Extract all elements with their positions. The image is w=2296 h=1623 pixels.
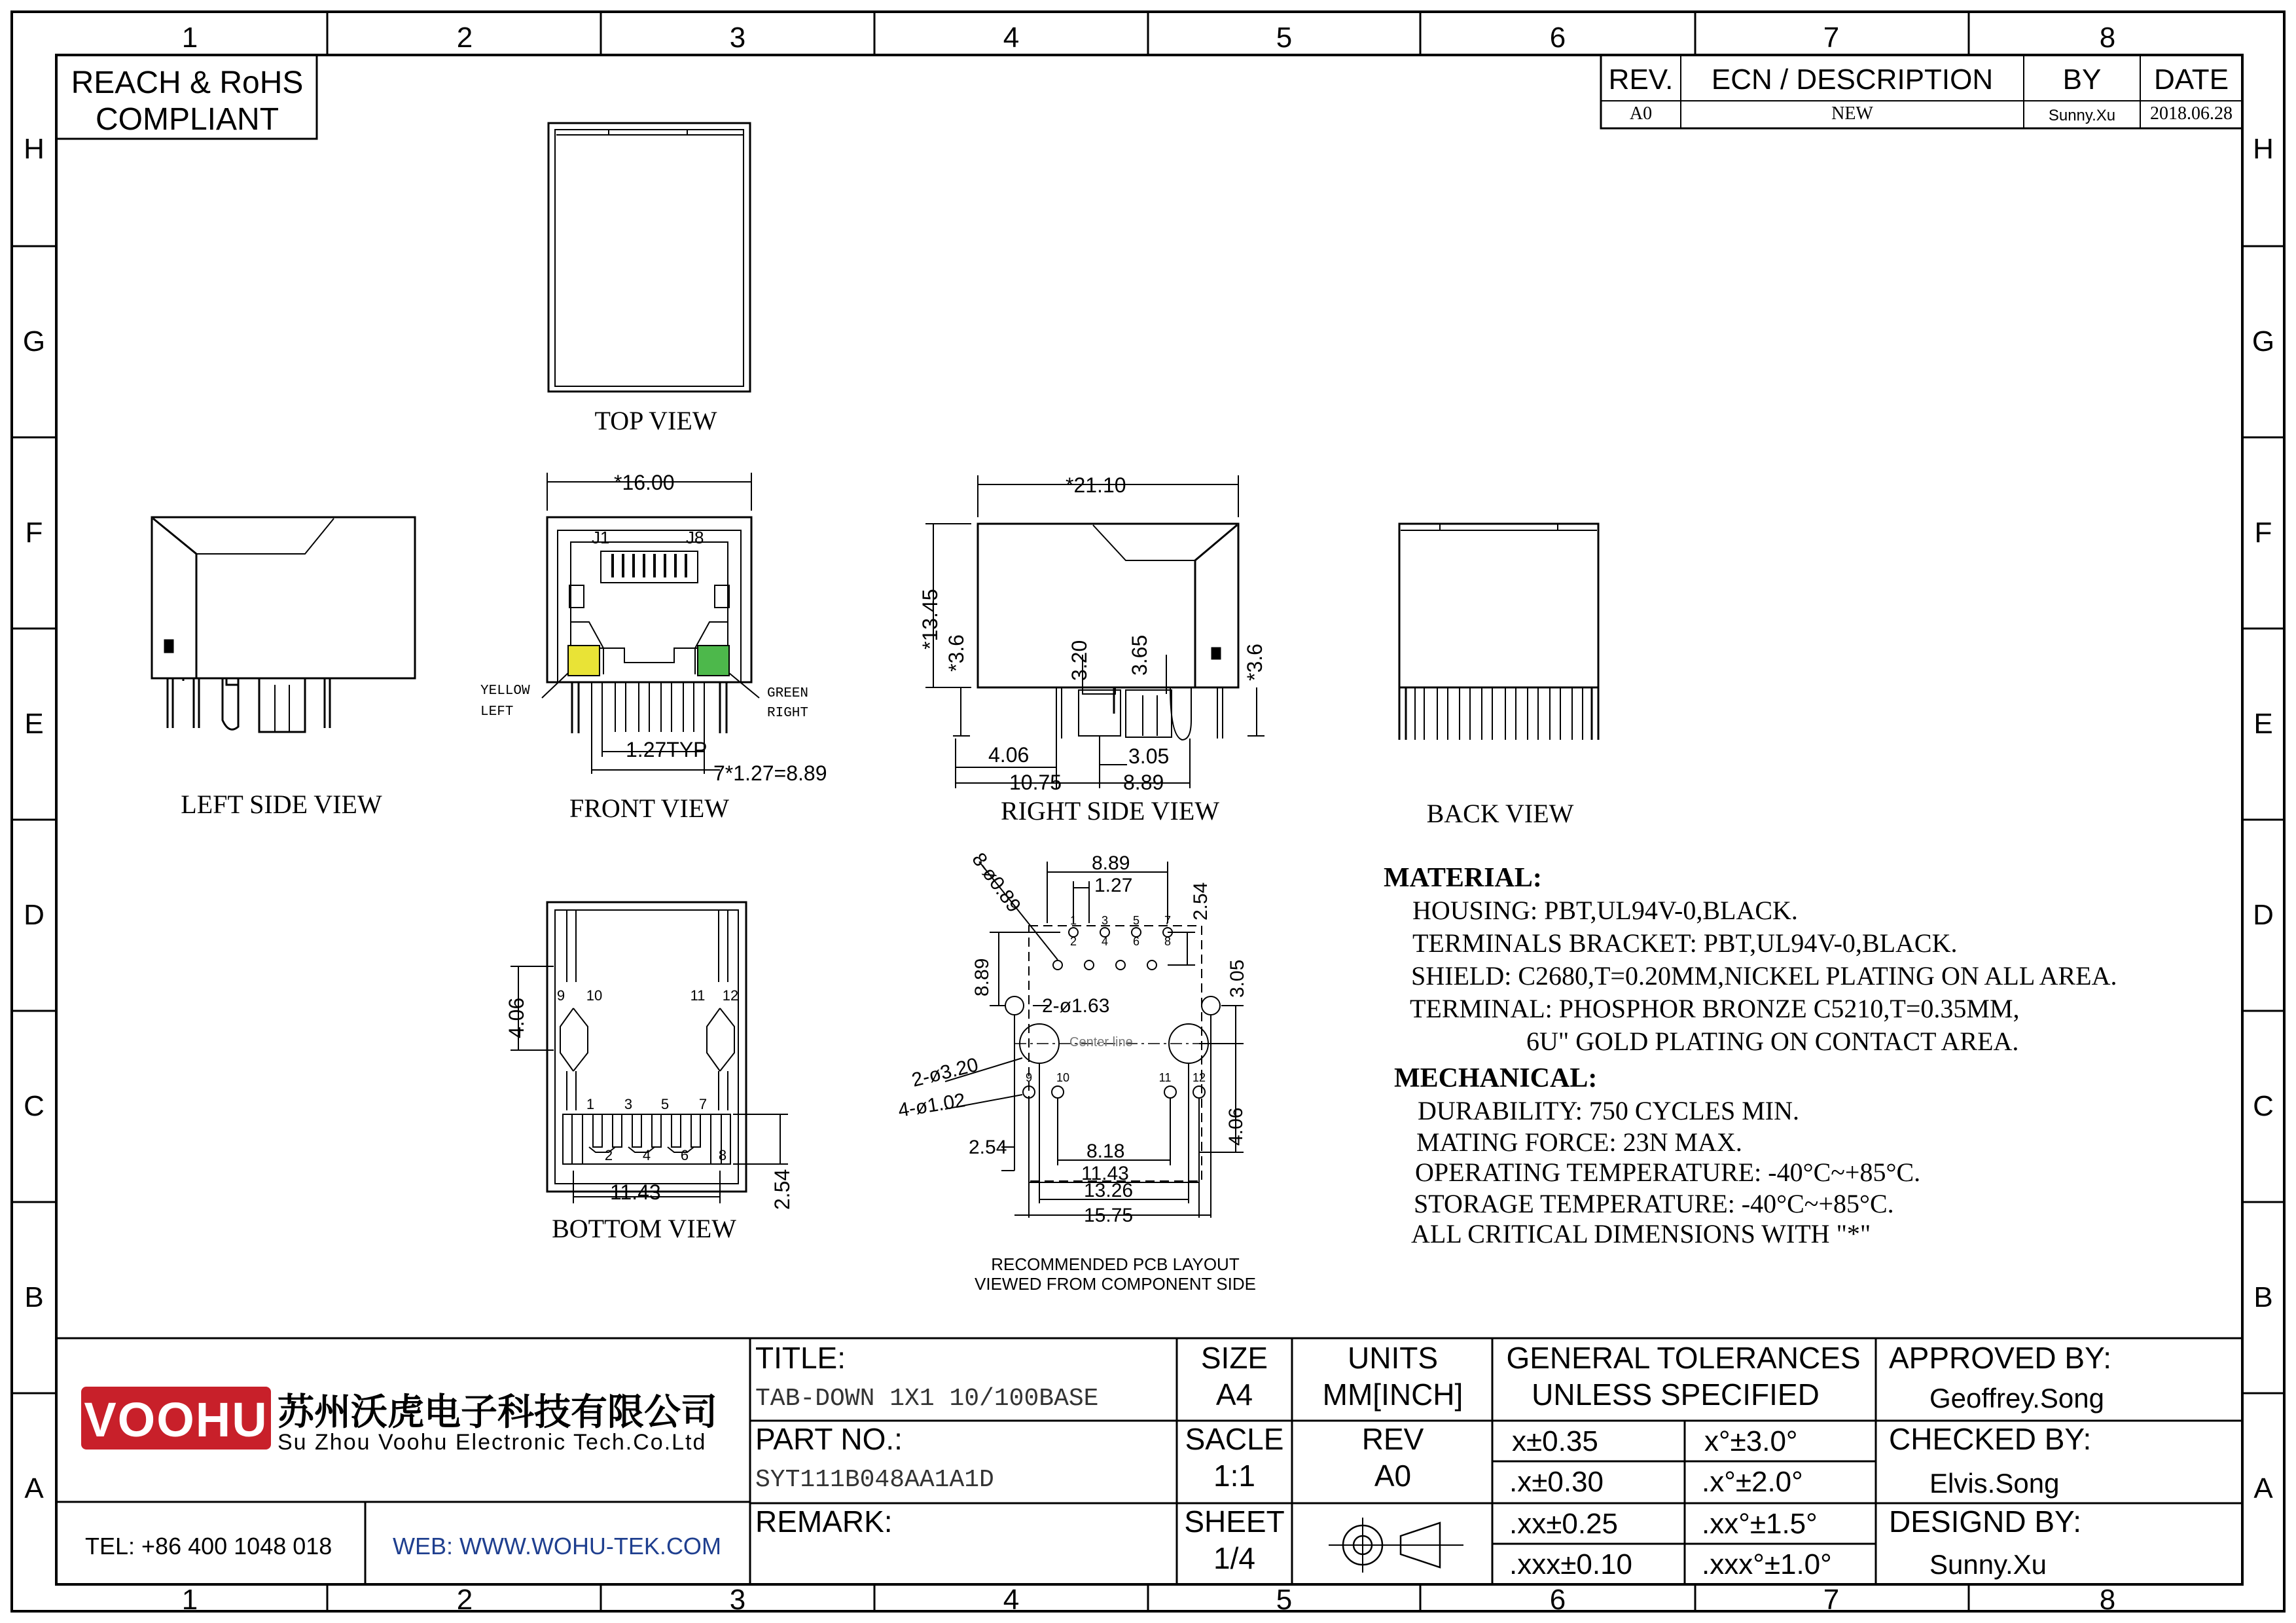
bv-pin-label: 1 [586, 1096, 595, 1112]
pcb-pin-label: 2 [1069, 935, 1077, 948]
sheet-value: 1/4 [1213, 1541, 1255, 1575]
col-label-top: 5 [1276, 22, 1293, 54]
material-line: TERMINALS BRACKET: PBT,UL94V-0,BLACK. [1412, 928, 1958, 958]
part-label: PART NO.: [755, 1422, 903, 1456]
rs-305-dim: 3.05 [1128, 744, 1170, 768]
col-label-top: 6 [1549, 22, 1566, 54]
rs-left-dim: *3.6 [944, 634, 968, 672]
row-label-right: D [2253, 899, 2274, 931]
size-value: A4 [1215, 1377, 1253, 1412]
mechanical-heading: MECHANICAL: [1394, 1063, 1598, 1093]
col-label-top: 3 [729, 22, 746, 54]
col-label-bottom: 6 [1549, 1584, 1566, 1616]
row-label-left: B [24, 1281, 44, 1313]
rs-1075-dim: 10.75 [1009, 771, 1062, 794]
part-value: SYT111B048AA1A1D [755, 1466, 994, 1494]
bv-254-dim: 2.54 [770, 1169, 794, 1210]
col-label-bottom: 4 [1003, 1584, 1020, 1616]
company-name-en: Su Zhou Voohu Electronic Tech.Co.Ltd [278, 1430, 707, 1455]
approved-label: APPROVED BY: [1889, 1341, 2112, 1375]
date-value: 2018.06.28 [2150, 103, 2233, 124]
bv-pin-label: 5 [660, 1096, 670, 1112]
sheet-label: SHEET [1184, 1504, 1285, 1539]
pcb-centerline-label: Center line [1069, 1035, 1133, 1049]
pitch-total-dim: 7*1.27=8.89 [713, 761, 827, 785]
scale-label: SACLE [1185, 1422, 1284, 1456]
pin-label-j1: J1 [592, 528, 610, 547]
rev-label: REV [1361, 1422, 1424, 1456]
pcb-406-dim: 4.06 [1225, 1107, 1247, 1146]
row-label-right: B [2253, 1281, 2273, 1313]
material-line: TERMINAL: PHOSPHOR BRONZE C5210,T=0.35MM, [1410, 994, 2020, 1023]
row-label-right: F [2254, 517, 2272, 549]
top-view-label: TOP VIEW [594, 406, 717, 435]
tolerance-angular: .xx°±1.5° [1702, 1508, 1818, 1540]
rs-width-dim: *21.10 [1066, 473, 1126, 497]
row-label-right: A [2253, 1472, 2273, 1504]
bottom-view-label: BOTTOM VIEW [552, 1214, 736, 1243]
pcb-pin-label: 9 [1025, 1071, 1033, 1084]
ecn-header: ECN / DESCRIPTION [1711, 64, 1994, 96]
pcb-caption: VIEWED FROM COMPONENT SIDE [975, 1274, 1256, 1294]
row-label-right: G [2251, 325, 2275, 357]
company-logo [81, 1387, 271, 1450]
company-name-cn: 苏州沃虎电子科技有限公司 [278, 1391, 717, 1432]
rs-365-dim: 3.65 [1128, 634, 1151, 676]
rs-height-dim: *13.45 [918, 589, 942, 649]
row-label-left: H [24, 133, 45, 165]
led-yellow-label: LEFT [480, 704, 514, 720]
pcb-889-left-dim: 8.89 [971, 958, 993, 996]
row-label-left: F [25, 517, 43, 549]
tolerance-heading: GENERAL TOLERANCES [1506, 1341, 1861, 1375]
bv-pin-label: 7 [698, 1096, 708, 1112]
rs-889-dim: 8.89 [1123, 771, 1164, 794]
rev-value: A0 [1629, 103, 1653, 124]
col-label-top: 8 [2099, 22, 2116, 54]
col-label-top: 4 [1003, 22, 1020, 54]
mechanical-line: DURABILITY: 750 CYCLES MIN. [1418, 1096, 1799, 1125]
pcb-4x102-dim: 4-ø1.02 [896, 1089, 967, 1122]
col-label-top: 2 [456, 22, 473, 54]
col-label-bottom: 3 [729, 1584, 746, 1616]
pcb-889-top-dim: 8.89 [1092, 852, 1130, 874]
row-label-left: C [24, 1090, 45, 1122]
bv-pin-label: 10 [586, 987, 603, 1004]
pcb-pin-label: 11 [1158, 1071, 1172, 1084]
row-label-left: A [24, 1472, 44, 1504]
pcb-caption: RECOMMENDED PCB LAYOUT [991, 1254, 1240, 1274]
row-label-left: E [24, 708, 44, 740]
mechanical-line: STORAGE TEMPERATURE: -40°C~+85°C. [1414, 1189, 1894, 1218]
company-web[interactable]: WEB: WWW.WOHU-TEK.COM [393, 1533, 721, 1559]
col-label-bottom: 5 [1276, 1584, 1293, 1616]
rev-header: REV. [1608, 64, 1674, 96]
rs-406-dim: 4.06 [988, 743, 1030, 767]
led-green-label: RIGHT [767, 706, 809, 721]
bv-1143-dim: 11.43 [610, 1180, 661, 1204]
pitch-dim: 1.27TYP [626, 738, 708, 761]
rs-right-dim: *3.6 [1243, 644, 1266, 681]
material-line: SHIELD: C2680,T=0.20MM,NICKEL PLATING ON ALL AREA. [1411, 961, 2117, 991]
bv-pin-label: 9 [556, 987, 565, 1004]
right-side-view-label: RIGHT SIDE VIEW [1000, 796, 1220, 826]
designed-value: Sunny.Xu [1929, 1549, 2047, 1580]
ecn-value: NEW [1831, 103, 1873, 124]
led-yellow-label: YELLOW [480, 684, 530, 699]
col-label-top: 7 [1823, 22, 1840, 54]
pcb-127-dim: 1.27 [1094, 875, 1133, 896]
title-label: TITLE: [755, 1341, 846, 1375]
pcb-1143-dim: 11.43 [1081, 1163, 1129, 1184]
rs-320-dim: 3.20 [1067, 640, 1091, 681]
row-label-left: G [22, 325, 46, 357]
row-label-right: H [2253, 133, 2274, 165]
pcb-1575-dim: 15.75 [1084, 1205, 1134, 1226]
units-value: MM[INCH] [1322, 1377, 1463, 1412]
checked-value: Elvis.Song [1929, 1468, 2060, 1499]
pcb-305-dim: 3.05 [1227, 959, 1248, 998]
tolerance-linear: .xxx±0.10 [1509, 1548, 1633, 1580]
by-value: Sunny.Xu [2048, 107, 2116, 124]
bv-pin-label: 3 [624, 1096, 633, 1112]
bv-pin-label: 12 [722, 987, 739, 1004]
bv-406-dim: 4.06 [505, 997, 528, 1038]
pcb-254-bot-dim: 2.54 [969, 1137, 1007, 1158]
by-header: BY [2062, 64, 2102, 96]
row-label-right: C [2253, 1090, 2274, 1122]
date-header: DATE [2153, 64, 2229, 96]
pcb-pin-label: 7 [1164, 914, 1172, 927]
bv-pin-label: 8 [718, 1147, 727, 1163]
tolerance-angular: .x°±2.0° [1702, 1466, 1803, 1498]
title-value: TAB-DOWN 1X1 10/100BASE [755, 1385, 1099, 1413]
logo-text: VOOHU [84, 1393, 268, 1447]
units-label: UNITS [1348, 1341, 1438, 1375]
compliance-line1: REACH & RoHS [71, 65, 304, 100]
col-label-bottom: 2 [456, 1584, 473, 1616]
pcb-pin-label: 12 [1192, 1071, 1206, 1084]
col-label-top: 1 [181, 22, 198, 54]
size-label: SIZE [1200, 1341, 1268, 1375]
mechanical-line: MATING FORCE: 23N MAX. [1416, 1127, 1742, 1157]
bv-pin-label: 4 [642, 1147, 651, 1163]
pcb-818-dim: 8.18 [1086, 1140, 1125, 1162]
pcb-pin-label: 3 [1101, 914, 1109, 927]
designed-label: DESIGND BY: [1889, 1504, 2081, 1539]
row-label-right: E [2253, 708, 2273, 740]
tolerance-angular: x°±3.0° [1704, 1425, 1798, 1457]
left-side-view-label: LEFT SIDE VIEW [181, 790, 382, 819]
pcb-pin-label: 4 [1101, 935, 1109, 948]
pcb-pin-label: 6 [1132, 935, 1140, 948]
back-view-label: BACK VIEW [1426, 799, 1574, 828]
material-line: 6U" GOLD PLATING ON CONTACT AREA. [1526, 1027, 2019, 1056]
pcb-pin-label: 5 [1132, 914, 1140, 927]
front-width-dim: *16.00 [614, 471, 675, 494]
mechanical-line: ALL CRITICAL DIMENSIONS WITH "*" [1411, 1219, 1871, 1249]
pcb-2x163-dim: 2-ø1.63 [1042, 995, 1110, 1017]
pin-label-j8: J8 [686, 528, 704, 547]
pcb-pin-label: 10 [1056, 1071, 1070, 1084]
remark-label: REMARK: [755, 1504, 893, 1539]
led-green-label: GREEN [767, 686, 809, 701]
col-label-bottom: 7 [1823, 1584, 1840, 1616]
tolerance-angular: .xxx°±1.0° [1702, 1548, 1832, 1580]
company-tel: TEL: +86 400 1048 018 [85, 1533, 332, 1559]
col-label-bottom: 8 [2099, 1584, 2116, 1616]
rev-value: A0 [1374, 1459, 1412, 1493]
pcb-2x320-dim: 2-ø3.20 [909, 1053, 981, 1091]
bv-pin-label: 11 [690, 987, 706, 1004]
tolerance-linear: .xx±0.25 [1509, 1508, 1619, 1540]
material-heading: MATERIAL: [1384, 863, 1542, 893]
compliance-line2: COMPLIANT [95, 102, 279, 137]
pcb-8holes-dim: 8-ø0.89 [967, 848, 1025, 917]
pcb-1326-dim: 13.26 [1084, 1180, 1134, 1201]
compliance-box [56, 55, 317, 139]
front-view-label: FRONT VIEW [569, 793, 730, 823]
approved-value: Geoffrey.Song [1929, 1383, 2104, 1413]
bv-pin-label: 2 [604, 1147, 613, 1163]
col-label-bottom: 1 [181, 1584, 198, 1616]
bv-pin-label: 6 [680, 1147, 689, 1163]
checked-label: CHECKED BY: [1889, 1422, 2092, 1456]
pcb-pin-label: 8 [1164, 935, 1172, 948]
row-label-left: D [24, 899, 45, 931]
mechanical-line: OPERATING TEMPERATURE: -40°C~+85°C. [1415, 1158, 1921, 1187]
tolerance-linear: .x±0.30 [1509, 1466, 1604, 1498]
pcb-pin-label: 1 [1069, 914, 1077, 927]
material-line: HOUSING: PBT,UL94V-0,BLACK. [1412, 896, 1798, 925]
scale-value: 1:1 [1213, 1459, 1255, 1493]
tolerance-linear: x±0.35 [1512, 1425, 1598, 1457]
pcb-254-top-dim: 2.54 [1190, 882, 1211, 921]
tolerance-heading: UNLESS SPECIFIED [1532, 1377, 1820, 1412]
